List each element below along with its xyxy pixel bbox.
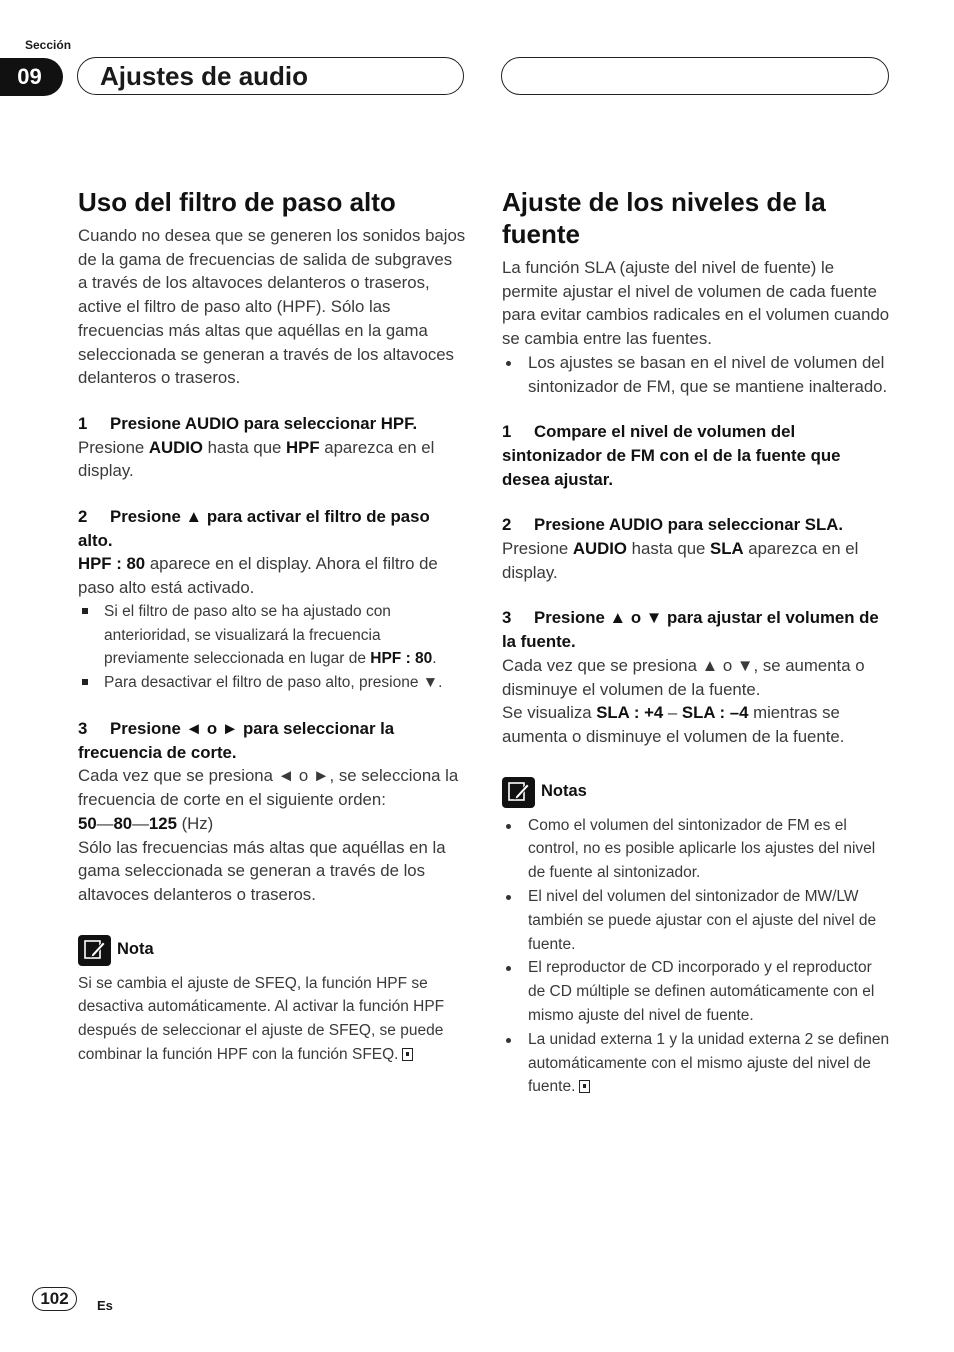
step-number: 1 bbox=[78, 413, 88, 433]
dot-bullet-icon bbox=[506, 1038, 511, 1043]
page-number: 102 bbox=[32, 1287, 77, 1311]
step-2-body: Presione AUDIO hasta que SLA aparezca en el display. bbox=[502, 539, 859, 582]
notes-label: Notas bbox=[541, 782, 587, 801]
dot-bullet-icon bbox=[506, 824, 511, 829]
step-3-body-2: Se visualiza SLA : +4 – SLA : –4 mientras se aumenta o disminuye el volumen de la fuente. bbox=[502, 703, 845, 746]
note-header bbox=[78, 935, 466, 966]
step-3-title bbox=[78, 717, 466, 764]
left-heading: Uso del filtro de paso alto bbox=[78, 187, 396, 217]
dot-bullet-icon bbox=[506, 361, 511, 366]
square-bullet-icon bbox=[82, 608, 88, 614]
step-2-body: HPF : 80 aparece en el display. Ahora el filtro de paso alto está activado. bbox=[78, 554, 438, 598]
section-label: Sección bbox=[25, 38, 72, 52]
dot-bullet-icon bbox=[506, 966, 511, 971]
section-number-badge: 09 bbox=[0, 58, 63, 96]
step-1-title bbox=[502, 420, 890, 491]
right-heading: Ajuste de los niveles de la fuente bbox=[502, 187, 826, 249]
dot-bullet-icon bbox=[506, 895, 511, 900]
end-mark-icon bbox=[402, 1048, 413, 1061]
step-number: 2 bbox=[502, 515, 512, 535]
step-1-title bbox=[78, 412, 466, 436]
step-text: Presione ▲ o ▼ para ajustar el volumen de la fuente. bbox=[502, 608, 879, 652]
note-item: El reproductor de CD incorporado y el reproductor de CD múltiple se definen automáticamente con el mismo ajuste del nivel de fuente. bbox=[502, 956, 890, 1027]
pencil-note-icon bbox=[78, 935, 111, 966]
step-number: 3 bbox=[78, 719, 88, 739]
right-intro: La función SLA (ajuste del nivel de fuente) le permite ajustar el nivel de volumen de cada fuente para evitar cambios radicales en el volumen cuando se cambia entre las fuentes. bbox=[502, 258, 890, 349]
step-text: Presione ▲ para activar el filtro de paso alto. bbox=[78, 507, 430, 550]
language-code: Es bbox=[97, 1298, 113, 1313]
step-number: 3 bbox=[502, 608, 512, 628]
step-text: Compare el nivel de volumen del sintonizador de FM con el de la fuente que desea ajustar. bbox=[502, 422, 841, 489]
note-label: Nota bbox=[117, 940, 154, 959]
intro-bullet: Los ajustes se basan en el nivel de volumen del sintonizador de FM, que se mantiene inalterado. bbox=[502, 351, 890, 398]
step-text: Presione AUDIO para seleccionar SLA. bbox=[534, 515, 844, 535]
right-column bbox=[502, 186, 890, 1099]
step-number: 1 bbox=[502, 422, 512, 442]
note-item: Como el volumen del sintonizador de FM es el control, no es posible aplicarle los ajustes del nivel de fuente al sintonizador. bbox=[502, 814, 890, 885]
step-2-title bbox=[78, 505, 466, 552]
step-2-bullet-2: Para desactivar el filtro de paso alto, presione ▼. bbox=[78, 671, 466, 695]
step-3-title bbox=[502, 606, 890, 653]
step-1-body: Presione AUDIO hasta que HPF aparezca en el display. bbox=[78, 437, 435, 481]
pencil-note-icon bbox=[502, 777, 535, 808]
step-2-bullet-1: Si el filtro de paso alto se ha ajustado con anterioridad, se visualizará la frecuencia previamente seleccionada en lugar de HPF : 80. bbox=[78, 600, 466, 671]
note-item: La unidad externa 1 y la unidad externa 2 se definen automáticamente con el mismo ajuste del nivel de fuente. bbox=[502, 1028, 890, 1099]
step-number: 2 bbox=[78, 507, 88, 527]
step-2-title bbox=[502, 513, 890, 537]
step-3-body-1: Cada vez que se presiona ◄ o ►, se selecciona la frecuencia de corte en el siguiente orden: bbox=[78, 766, 459, 810]
left-column bbox=[78, 186, 466, 1067]
left-intro: Cuando no desea que se generen los sonidos bajos de la gama de frecuencias de salida de subgraves a través de los altavoces delanteros o traseros, active el filtro de paso alto (HPF). Sólo las frecuencias más altas que aquéllas en la gama seleccionada se generan a través de los altavoces delanteros o traseros. bbox=[78, 226, 466, 388]
note-text: Si se cambia el ajuste de SFEQ, la función HPF se desactiva automáticamente. Al activar la función HPF después de seleccionar el ajuste de SFEQ, se puede combinar la función HPF con la función SFEQ. bbox=[78, 974, 445, 1064]
end-mark-icon bbox=[579, 1080, 590, 1093]
header-empty-frame bbox=[501, 57, 889, 95]
square-bullet-icon bbox=[82, 679, 88, 685]
step-3-body-1: Cada vez que se presiona ▲ o ▼, se aumenta o disminuye el volumen de la fuente. bbox=[502, 655, 865, 699]
frequency-order: 50—80—125 (Hz) bbox=[78, 813, 214, 833]
step-3-body-2: Sólo las frecuencias más altas que aquéllas en la gama seleccionada se generan a través de los altavoces delanteros o traseros. bbox=[78, 837, 446, 904]
notes-header bbox=[502, 777, 890, 808]
step-text: Presione ◄ o ► para seleccionar la frecuencia de corte. bbox=[78, 719, 395, 762]
page-title: Ajustes de audio bbox=[100, 61, 309, 91]
step-text: Presione AUDIO para seleccionar HPF. bbox=[110, 413, 418, 433]
note-item: El nivel del volumen del sintonizador de MW/LW también se puede ajustar con el ajuste del nivel de fuente. bbox=[502, 885, 890, 956]
